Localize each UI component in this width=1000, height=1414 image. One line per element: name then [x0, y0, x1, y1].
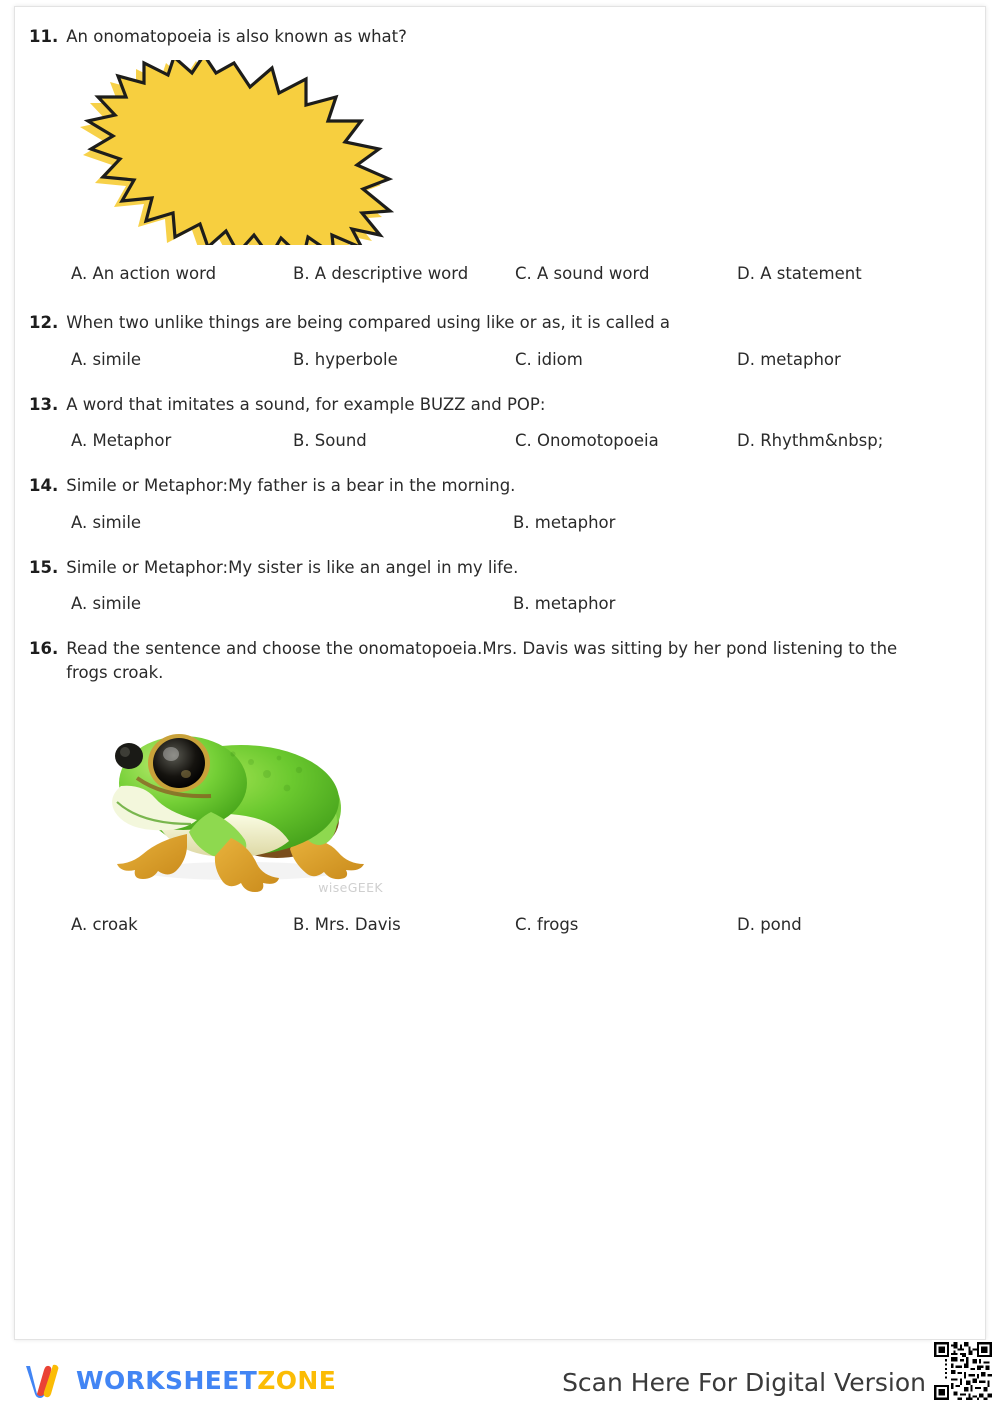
question-text: Simile or Metaphor:My father is a bear in the morning. — [66, 476, 516, 496]
question-text: When two unlike things are being compared using like or as, it is called a — [66, 313, 671, 333]
question-number: 14. — [29, 476, 59, 496]
watermark-text: wiseGEEK — [318, 879, 383, 895]
question-number: 11. — [29, 27, 59, 46]
starburst-figure — [29, 60, 951, 249]
spacer — [29, 613, 951, 637]
option-c[interactable]: C. frogs — [515, 914, 579, 934]
options-row-16 — [29, 915, 951, 934]
question-block-16 — [29, 637, 951, 934]
question-number: 15. — [29, 557, 59, 577]
logo-text-secondary: ZONE — [257, 1365, 337, 1395]
spacer — [29, 532, 951, 556]
question-block-14 — [29, 474, 951, 531]
worksheet-page — [14, 6, 986, 1340]
frog-figure — [29, 708, 951, 893]
question-block-15 — [29, 556, 951, 613]
option-d[interactable]: D. pond — [737, 914, 802, 934]
option-b[interactable]: B. hyperbole — [293, 349, 398, 369]
question-line-11 — [29, 25, 951, 48]
option-a[interactable]: A. simile — [71, 594, 142, 614]
option-a[interactable]: A. croak — [71, 914, 138, 934]
frog-photo-icon — [91, 708, 391, 893]
question-text: An onomatopoeia is also known as what? — [66, 27, 407, 46]
options-row-12 — [29, 350, 951, 369]
option-a[interactable]: A. simile — [71, 349, 142, 369]
question-line-14 — [29, 474, 951, 497]
options-row-15 — [29, 594, 951, 613]
options-row-11 — [29, 264, 951, 283]
option-b[interactable]: B. Mrs. Davis — [293, 914, 401, 934]
scan-prompt-text: Scan Here For Digital Version — [562, 1368, 926, 1397]
option-d[interactable]: D. Rhythm&nbsp; — [737, 431, 884, 451]
worksheet-content — [15, 7, 985, 1339]
question-line-16 — [29, 637, 951, 684]
option-d[interactable]: D. metaphor — [737, 349, 841, 369]
option-b[interactable]: B. metaphor — [513, 594, 616, 614]
question-block-12 — [29, 311, 951, 368]
question-text: Simile or Metaphor:My sister is like an angel in my life. — [66, 557, 519, 577]
options-row-13 — [29, 431, 951, 450]
option-b[interactable]: B. A descriptive word — [293, 264, 469, 284]
option-b[interactable]: B. Sound — [293, 431, 367, 451]
option-a[interactable]: A. An action word — [71, 264, 217, 284]
question-line-13 — [29, 393, 951, 416]
option-a[interactable]: A. Metaphor — [71, 431, 172, 451]
qr-code-icon[interactable] — [932, 1340, 994, 1402]
logo-wordmark — [76, 1366, 336, 1395]
option-b[interactable]: B. metaphor — [513, 512, 616, 532]
frog-image-wrap — [91, 708, 391, 893]
question-line-15 — [29, 556, 951, 579]
spacer — [29, 369, 951, 393]
question-number: 16. — [29, 639, 59, 659]
question-number: 12. — [29, 313, 59, 333]
image-watermark — [318, 880, 383, 895]
spacer — [29, 450, 951, 474]
question-number: 13. — [29, 394, 59, 414]
question-text: A word that imitates a sound, for example BUZZ and POP: — [66, 394, 546, 414]
brand-logo[interactable] — [22, 1360, 336, 1400]
starburst-shape-icon — [71, 60, 401, 245]
option-c[interactable]: C. idiom — [515, 349, 583, 369]
question-block-13 — [29, 393, 951, 450]
logo-text-primary: WORKSHEET — [76, 1365, 258, 1395]
worksheet-zone-logo-icon — [22, 1360, 66, 1400]
option-d[interactable]: D. A statement — [737, 264, 862, 284]
question-block-11 — [29, 25, 951, 283]
option-c[interactable]: C. A sound word — [515, 264, 650, 284]
spacer — [29, 283, 951, 311]
page-footer — [0, 1340, 1000, 1414]
question-text: Read the sentence and choose the onomatopoeia.Mrs. Davis was sitting by her pond listening to the frogs croak. — [66, 639, 898, 682]
options-row-14 — [29, 513, 951, 532]
option-c[interactable]: C. Onomotopoeia — [515, 431, 659, 451]
question-line-12 — [29, 311, 951, 334]
option-a[interactable]: A. simile — [71, 512, 142, 532]
